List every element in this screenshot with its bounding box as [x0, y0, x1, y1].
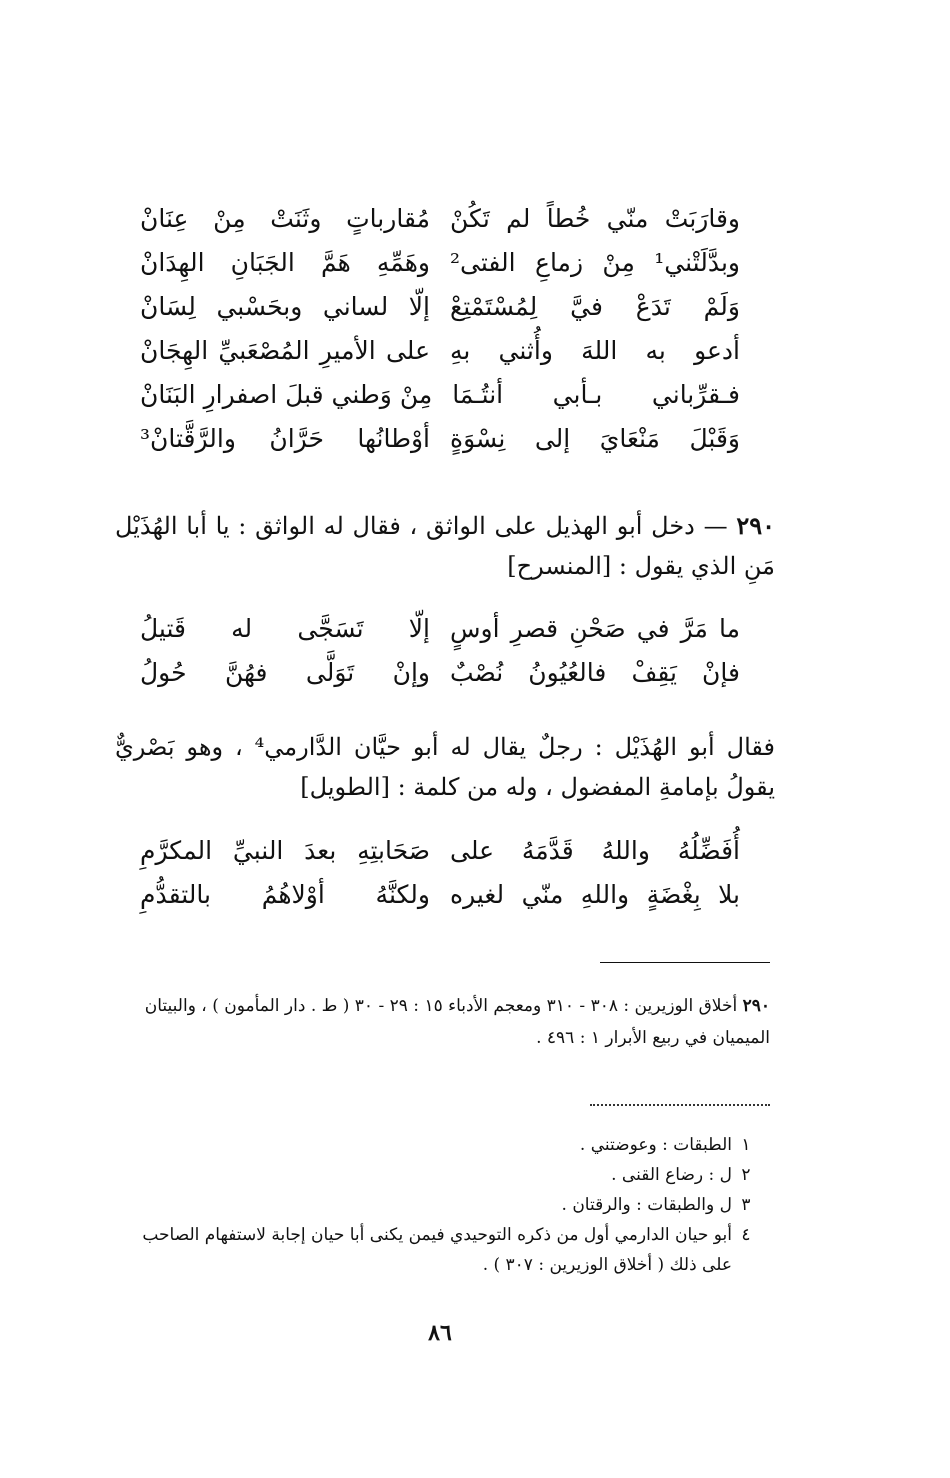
source-note [110, 990, 770, 1054]
entry-text: — دخل أبو الهذيل على الواثق ، فقال له الواثق : يا أبا الهُذَيْل مَنِ الذي يقول : [المنسرح] [115, 512, 775, 580]
verse-line [140, 650, 740, 694]
first-hemistich: فإنْ يَقِفْ فالعُيُونُ نُصْبٌ [450, 657, 740, 687]
footnote-text: ل والطبقات : والرقتان . [561, 1195, 732, 1215]
footnote-item [120, 1190, 760, 1220]
footnote-separator [600, 962, 770, 963]
footnote-number: ١ [741, 1135, 751, 1155]
second-hemistich: إلّا تَسَجَّى له قَتيلُ [140, 613, 430, 643]
second-hemistich: وهَمِّهِ هَمَّ الجَبَانِ الهِدَانْ [140, 247, 430, 277]
second-hemistich: إلّا لساني وبحَسْبي لِسَانْ [140, 291, 430, 321]
first-hemistich: ما مَرَّ في صَحْنِ قصرِ أوسٍ [450, 613, 740, 643]
first-hemistich: وَقَبْلَ مَنْعَايَ إلى نِسْوَةٍ [450, 423, 740, 453]
dotted-separator [590, 1104, 770, 1106]
footnotes-list [120, 1130, 760, 1280]
poem-block-1 [140, 196, 740, 460]
verse-line [140, 372, 740, 416]
second-hemistich: ولكنَّهُ أوْلاهُمُ بالتقدُّمِ [140, 879, 430, 909]
footnote-number: ٣ [741, 1195, 751, 1215]
first-hemistich: بلا بِغْضَةٍ واللهِ منّي لغيره [450, 879, 740, 909]
footnote-item [120, 1160, 760, 1190]
first-hemistich: أُفَضِّلُهُ واللهُ قَدَّمَهُ على [450, 835, 740, 865]
second-hemistich: صَحَابتِهِ بعدَ النبيِّ المكرَّمِ [140, 835, 430, 865]
second-hemistich: أوْطانُها حَرَّانُ والرَّقَّتانْ³ [140, 423, 430, 453]
source-note-text: أخلاق الوزيرين : ٣٠٨ - ٣١٠ ومعجم الأدباء ١٥ : ٢٩ - ٣٠ ( ط . دار المأمون ) ، والبيتان الميميان في ربيع الأبرار ١ : ٤٩٦ . [144, 996, 770, 1048]
footnote-text: أبو حيان الدارمي أول من ذكره التوحيدي فيمن يكنى أبا حيان إجابة لاستفهام الصاحب على ذلك ( أخلاق الوزيرين : ٣٠٧ ) . [142, 1225, 732, 1275]
second-hemistich: مُقارباتٍ وثَنَتْ مِنْ عِنَانْ [140, 203, 430, 233]
poem-block-3 [140, 828, 740, 916]
poem-block-2 [140, 606, 740, 694]
footnote-number: ٢ [741, 1165, 751, 1185]
verse-line [140, 196, 740, 240]
first-hemistich: وقارَبَتْ منّي خُطاً لم تَكُنْ [450, 203, 740, 233]
entry-290-paragraph [115, 506, 775, 586]
first-hemistich: فـقرِّباني بـأبي أنتُـمَا [452, 379, 740, 409]
footnote-number: ٤ [741, 1225, 751, 1245]
footnote-text: الطبقات : وعوضتني . [579, 1135, 732, 1155]
entry-number: ٢٩٠ [736, 511, 775, 540]
footnote-text: ل : رضاع القنى . [611, 1165, 732, 1185]
verse-line [140, 828, 740, 872]
second-hemistich: على الأميرِ المُصْعَبيِّ الهِجَانْ [140, 335, 430, 365]
verse-line [140, 284, 740, 328]
verse-line [140, 606, 740, 650]
verse-line [140, 872, 740, 916]
verse-line [140, 416, 740, 460]
page-number: ٨٦ [428, 1320, 452, 1346]
second-hemistich: وإنْ تَوَلَّى فهُنَّ حُولُ [140, 657, 430, 687]
verse-line [140, 328, 740, 372]
footnote-item [120, 1130, 760, 1160]
footnote-item [120, 1220, 760, 1280]
verse-line [140, 240, 740, 284]
first-hemistich: وبدَّلَتْني¹ مِنْ زماعِ الفتى² [450, 247, 740, 277]
source-note-number: ٢٩٠ [742, 996, 770, 1016]
first-hemistich: أدعو به اللهَ وأُثني بهِ [450, 335, 740, 365]
narration-paragraph [115, 727, 775, 807]
second-hemistich: مِنْ وَطني قبلَ اصفرارِ البَنَانْ [140, 379, 433, 409]
first-hemistich: وَلَمْ تَدَعْ فيَّ لِمُسْتَمْتِعْ [450, 291, 740, 321]
narration-text: فقال أبو الهُذَيْل : رجلٌ يقال له أبو حيَّان الدَّارمي⁴ ، وهو بَصْريٌّ يقولُ بإمامةِ المفضول ، وله من كلمة : [الطويل] [115, 733, 775, 801]
